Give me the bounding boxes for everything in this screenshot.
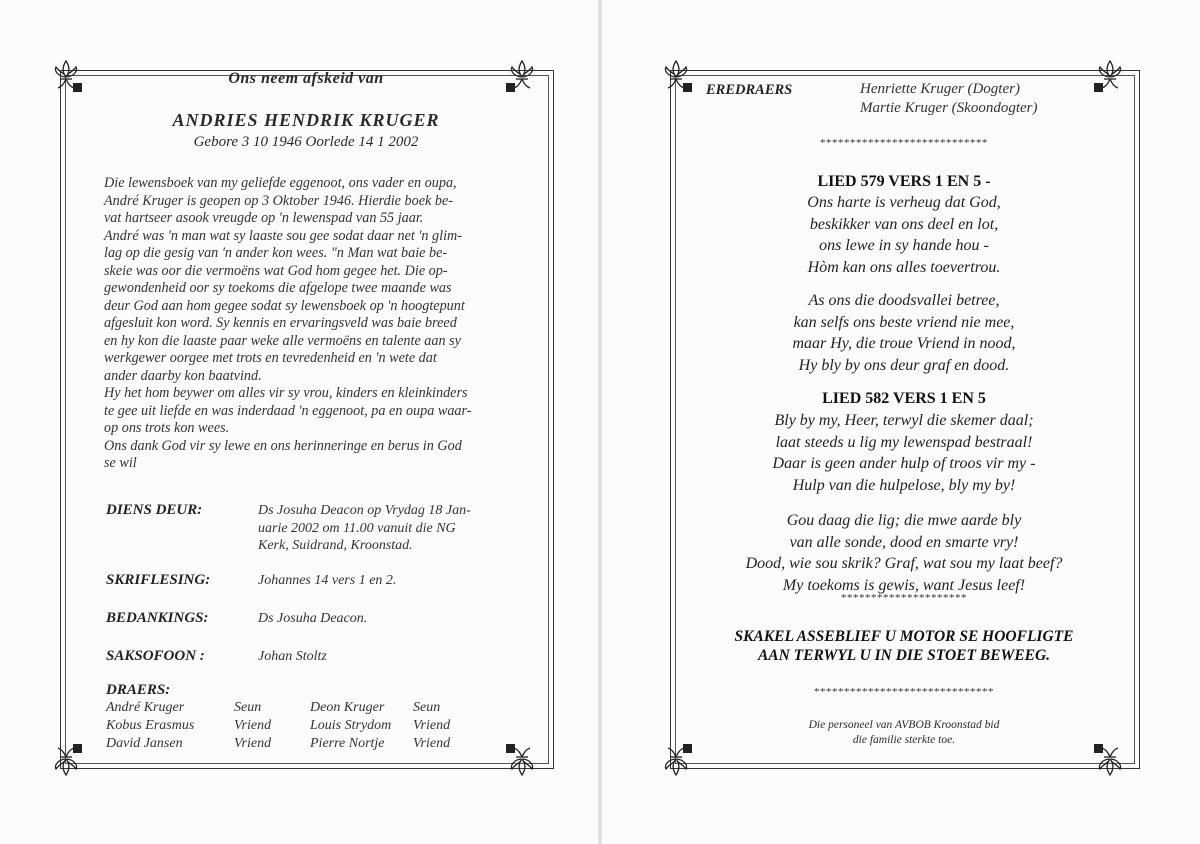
tribute-line: Hy het hom beywer om alles vir sy vrou, kinders en kleinkinders	[104, 385, 468, 401]
thanks-label: BEDANKINGS:	[106, 610, 209, 626]
scripture-label: SKRIFLESING:	[106, 572, 211, 588]
left-page	[0, 0, 598, 844]
hymn-stanza: Gou daag die lig; die mwe aarde bly van alle sonde, dood en smarte vry! Dood, wie sou skrik? Graf, wat sou my laat beef? My toekoms is gewis, want Jesus leef!	[745, 512, 1063, 594]
tribute-line: André was 'n man wat sy laaste sou gee sodat daar net 'n glim-	[104, 227, 462, 244]
life-dates: Gebore 3 10 1946 Oorlede 14 1 2002	[193, 134, 419, 150]
star-divider: ****************************	[820, 137, 988, 149]
fleur-de-lis-icon	[48, 742, 84, 778]
tribute-line: deur God aan hom gegee sodat sy lewensboek op 'n hoogtepunt	[104, 297, 465, 314]
tribute-line: vat hartseer asook vreugde op 'n lewenspad van 55 jaar.	[104, 210, 424, 226]
saxophone-value: Johan Stoltz	[258, 649, 327, 664]
tribute-line: en hy kon die laaste paar weke alle vermoëns en talente aan sy	[104, 332, 461, 349]
footer-note: Die personeel van AVBOB Kroonstad bid die familie sterkte toe.	[808, 719, 1000, 746]
hymn-title: LIED 579 VERS 1 EN 5 -	[817, 173, 991, 190]
tribute-line: op ons trots kon wees.	[104, 420, 230, 436]
saxophone-label: SAKSOFOON :	[106, 648, 205, 664]
tribute-line: lag op die gesig van 'n ander kon wees. "n Man wat baie be-	[104, 245, 448, 261]
table-row: André Kruger Seun Deon Kruger Seun	[106, 700, 441, 715]
honorary-bearers-label: EREDRAERS	[706, 82, 793, 98]
star-divider: ******************************	[814, 686, 994, 698]
right-page	[602, 0, 1200, 844]
list-item: Martie Kruger (Skoondogter)	[860, 100, 1038, 116]
pallbearers-label: DRAERS:	[106, 682, 171, 698]
hymn-stanza: Bly by my, Heer, terwyl die skemer daal; laat steeds u lig my lewenspad bestraal! Daar is geen ander hulp of troos vir my - Hulp van die hulpelose, bly my by!	[772, 412, 1036, 494]
scripture-value: Johannes 14 vers 1 en 2.	[258, 573, 397, 588]
tribute-line: te gee uit liefde en was inderdaad 'n eggenoot, pa en oupa waar-	[104, 402, 472, 419]
pallbearers-table	[106, 699, 450, 753]
tribute-line: gewondenheid oor sy toekoms die afgelope twee maande was	[104, 280, 452, 296]
tribute-line: se wil	[104, 455, 137, 471]
tribute-line: werkgewer oorgee met trots en tevredenheid en 'n wete dat	[104, 350, 437, 366]
thanks-value: Ds Josuha Deacon.	[258, 611, 368, 626]
service-label: DIENS DEUR:	[106, 502, 203, 518]
star-divider: *********************	[841, 592, 967, 604]
service-value: Ds Josuha Deacon op Vrydag 18 Jan- uarie 2002 om 11.00 vanuit die NG Kerk, Suidrand, Kroonstad.	[258, 503, 471, 553]
honorary-bearers-list	[860, 80, 1037, 118]
fleur-de-lis-icon	[504, 742, 540, 778]
tribute-line: afgesluit kon word. Sy kennis en ervaringsveld was baie breed	[104, 315, 457, 331]
headlights-notice: SKAKEL ASSEBLIEF U MOTOR SE HOOFLIGTE AAN TERWYL U IN DIE STOET BEWEEG.	[734, 628, 1074, 664]
tribute-line: ander daarby kon baatvind.	[104, 367, 262, 384]
table-row: Kobus Erasmus Vriend Louis Strydom Vriend	[106, 718, 451, 733]
hymn-stanza: As ons die doodsvallei betree, kan selfs ons beste vriend nie mee, maar Hy, die troue Vriend in nood, Hy bly by ons deur graf en dood.	[792, 292, 1016, 374]
hymn-title: LIED 582 VERS 1 EN 5	[822, 390, 986, 407]
tribute-text	[104, 175, 524, 473]
list-item: Henriette Kruger (Dogter)	[860, 81, 1020, 97]
table-row: David Jansen Vriend Pierre Nortje Vriend	[106, 736, 451, 751]
tribute-line: Ons dank God vir sy lewe en ons herinneringe en berus in God	[104, 437, 462, 454]
fleur-de-lis-icon	[1092, 58, 1128, 94]
tribute-line: Die lewensboek van my geliefde eggenoot, ons vader en oupa,	[104, 175, 457, 191]
fleur-de-lis-icon	[658, 58, 694, 94]
deceased-name: ANDRIES HENDRIK KRUGER	[172, 110, 440, 130]
hymn-stanza: Ons harte is verheug dat God, beskikker van ons deel en lot, ons lewe in sy hande hou - Hòm kan ons alles toevertrou.	[807, 194, 1001, 276]
tribute-line: André Kruger is geopen op 3 Oktober 1946. Hierdie boek be-	[104, 192, 453, 209]
tribute-line: skeie was oor die vermoëns wat God hom gegee het. Die op-	[104, 262, 448, 279]
page-heading: Ons neem afskeid van	[228, 70, 384, 87]
